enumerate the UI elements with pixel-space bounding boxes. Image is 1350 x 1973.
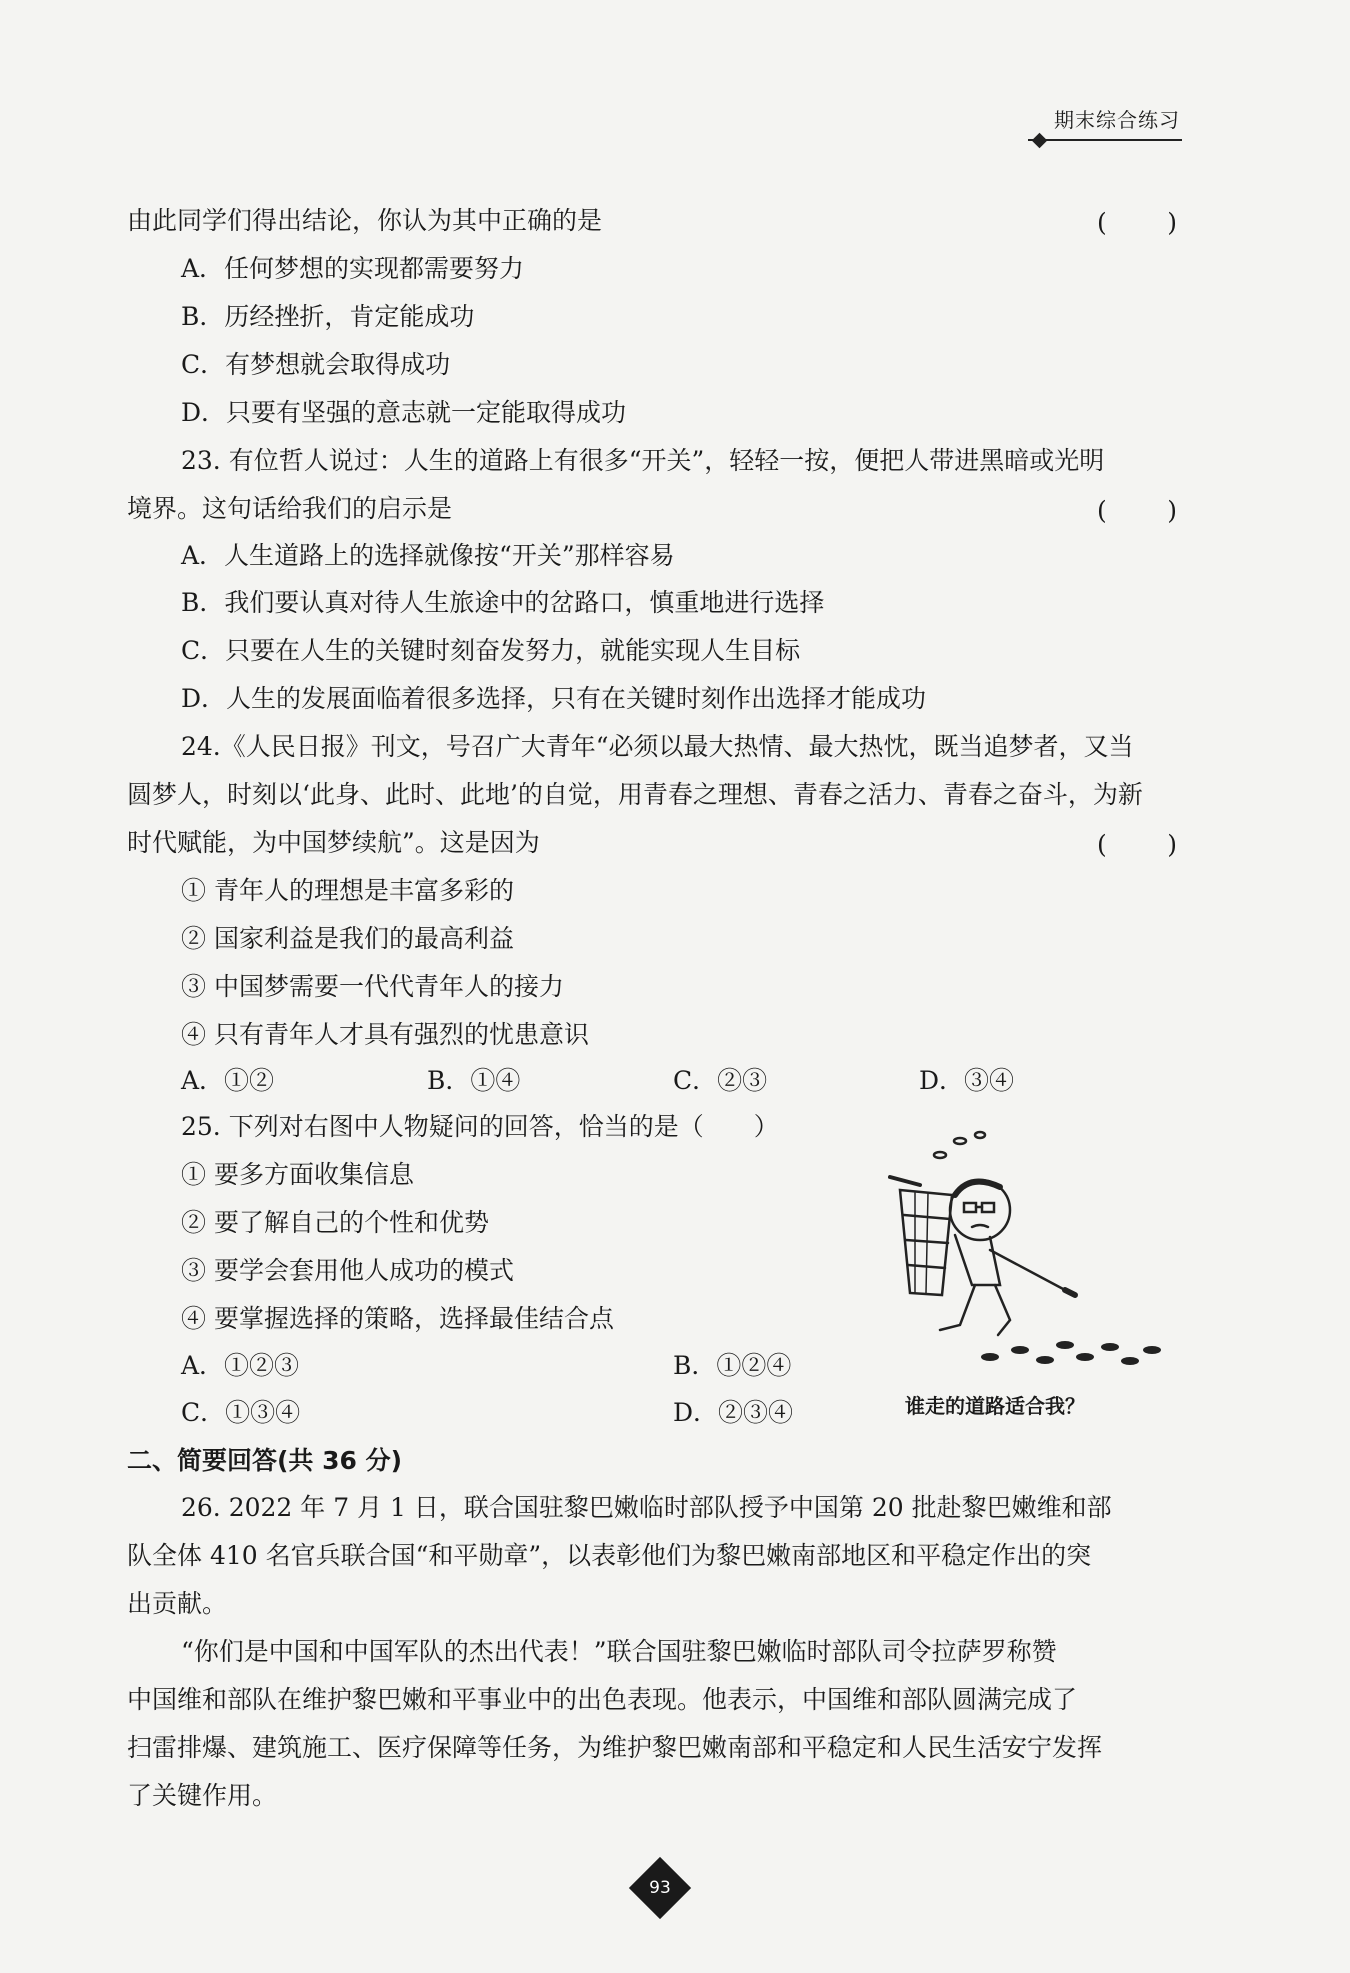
question-26-para2: “你们是中国和中国军队的杰出代表！”联合国驻黎巴嫩临时部队司令拉萨罗称赞 — [181, 1637, 1057, 1666]
q24-statement-4: ④ 只有青年人才具有强烈的忧患意识 — [181, 1020, 589, 1049]
q22-option-b: B．历经挫折，肯定能成功 — [181, 302, 475, 331]
page-number: 93 — [649, 1878, 671, 1898]
q24-option-b: B．①④ — [427, 1066, 521, 1095]
question-26-para2-cont1: 中国维和部队在维护黎巴嫩和平事业中的出色表现。他表示，中国维和部队圆满完成了 — [127, 1685, 1078, 1714]
header-title: 期末综合练习 — [1054, 108, 1180, 132]
q24-statement-2: ② 国家利益是我们的最高利益 — [181, 924, 514, 953]
q25-option-b: B．①②④ — [673, 1351, 792, 1380]
q25-statement-1: ① 要多方面收集信息 — [181, 1160, 414, 1189]
answer-blank-q24: ( ) — [1097, 830, 1177, 859]
q25-statement-4: ④ 要掌握选择的策略，选择最佳结合点 — [181, 1304, 614, 1333]
question-24-stem-cont1: 圆梦人，时刻以‘此身、此时、此地’的自觉，用青春之理想、青春之活力、青春之奋斗，为新 — [127, 780, 1143, 809]
page-header — [1028, 104, 1182, 141]
q23-option-c: C．只要在人生的关键时刻奋发努力，就能实现人生目标 — [181, 636, 801, 665]
question-23-stem: 23. 有位哲人说过：人生的道路上有很多“开关”，轻轻一按，便把人带进黑暗或光明 — [181, 446, 1105, 475]
question-26-para1: 26. 2022 年 7 月 1 日，联合国驻黎巴嫩临时部队授予中国第 20 批赴黎巴嫩维和部 — [181, 1493, 1112, 1522]
q22-option-a: A．任何梦想的实现都需要努力 — [181, 254, 525, 283]
question-26-para2-cont3: 了关键作用。 — [127, 1781, 278, 1810]
question-23-stem-cont: 境界。这句话给我们的启示是 — [127, 494, 453, 523]
q22-option-d: D．只要有坚强的意志就一定能取得成功 — [181, 398, 627, 427]
question-24-stem: 24.《人民日报》刊文，号召广大青年“必须以最大热情、最大热忱，既当追梦者，又当 — [181, 732, 1134, 761]
question-26-para2-cont2: 扫雷排爆、建筑施工、医疗保障等任务，为维护黎巴嫩南部和平稳定和人民生活安宁发挥 — [127, 1733, 1103, 1762]
q23-option-d: D．人生的发展面临着很多选择，只有在关键时刻作出选择才能成功 — [181, 684, 927, 713]
q24-option-c: C．②③ — [673, 1066, 768, 1095]
cartoon-figure — [860, 1125, 1180, 1380]
question-26-para1-cont2: 出贡献。 — [127, 1589, 228, 1618]
section-title: 二、简要回答(共 36 分) — [127, 1446, 403, 1475]
q25-option-c: C．①③④ — [181, 1398, 301, 1427]
figure-caption: 谁走的道路适合我？ — [905, 1394, 1085, 1418]
q25-option-d: D．②③④ — [673, 1398, 794, 1427]
answer-blank-q22: ( ) — [1097, 208, 1177, 237]
q24-statement-1: ① 青年人的理想是丰富多彩的 — [181, 876, 514, 905]
q23-option-a: A．人生道路上的选择就像按“开关”那样容易 — [181, 541, 675, 570]
diamond-icon — [1032, 133, 1048, 149]
question-24-stem-cont2: 时代赋能，为中国梦续航”。这是因为 — [127, 828, 540, 857]
q24-option-d: D．③④ — [919, 1066, 1015, 1095]
question-26-para1-cont1: 队全体 410 名官兵联合国“和平勋章”，以表彰他们为黎巴嫩南部地区和平稳定作出的突 — [127, 1541, 1092, 1570]
q24-option-a: A．①② — [181, 1066, 275, 1095]
q24-statement-3: ③ 中国梦需要一代代青年人的接力 — [181, 972, 564, 1001]
q22-option-c: C．有梦想就会取得成功 — [181, 350, 451, 379]
page-number-badge — [629, 1857, 691, 1919]
q25-statement-2: ② 要了解自己的个性和优势 — [181, 1208, 489, 1237]
question-22-stem-end: 由此同学们得出结论，你认为其中正确的是 — [127, 206, 603, 235]
question-25-stem: 25. 下列对右图中人物疑问的回答，恰当的是（ ） — [181, 1112, 779, 1141]
q25-option-a: A．①②③ — [181, 1351, 300, 1380]
q23-option-b: B．我们要认真对待人生旅途中的岔路口，慎重地进行选择 — [181, 588, 825, 617]
q25-statement-3: ③ 要学会套用他人成功的模式 — [181, 1256, 514, 1285]
answer-blank-q23: ( ) — [1097, 496, 1177, 525]
